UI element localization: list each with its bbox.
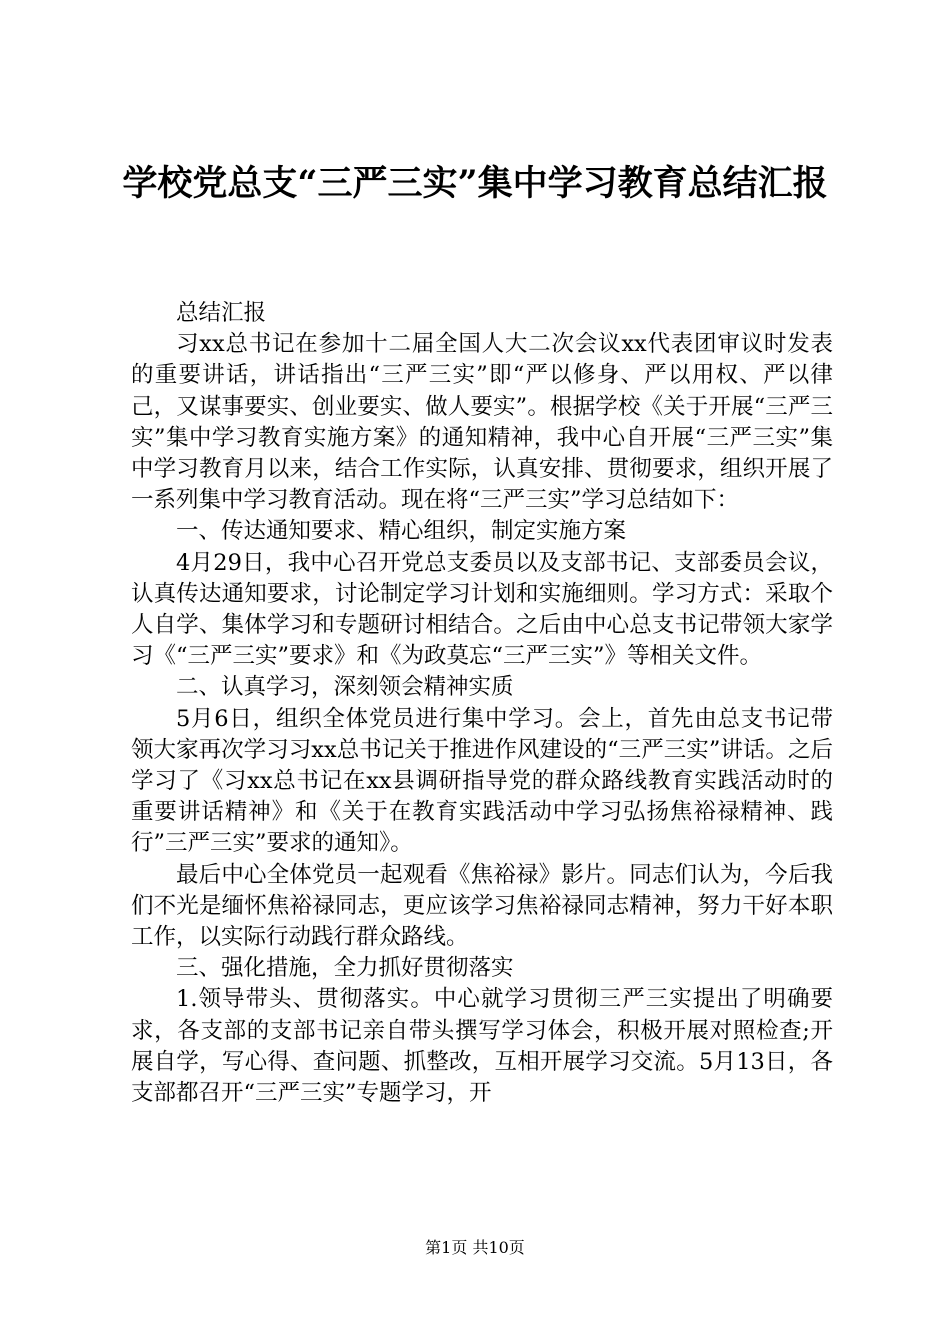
paragraph-section-2b: 最后中心全体党员一起观看《焦裕禄》影片。同志们认为，今后我们不光是缅怀焦裕禄同志，更应该学习焦裕禄同志精神，努力干好本职工作，以实际行动践行群众路线。: [131, 861, 833, 951]
paragraph-intro: 习xx总书记在参加十二届全国人大二次会议xx代表团审议时发表的重要讲话，讲话指出“三严三实”即“严以修身、严以用权、严以律己，又谋事要实、创业要实、做人要实”。根据学校《关于开展“三严三实”集中学习教育实施方案》的通知精神，我中心自开展“三严三实”集中学习教育月以来，结合工作实际，认真安排、贯彻要求，组织开展了一系列集中学习教育活动。现在将“三严三实”学习总结如下：: [131, 331, 833, 514]
paragraph-section-2a: 5月6日，组织全体党员进行集中学习。会上，首先由总支书记带领大家再次学习习xx总书记关于推进作风建设的“三严三实”讲话。之后学习了《习xx总书记在xx县调研指导党的群众路线教育实践活动时的重要讲话精神》和《关于在教育实践活动中学习弘扬焦裕禄精神、践行”三严三实”要求的通知》。: [131, 705, 833, 857]
document-body: [131, 298, 833, 1109]
page-number: 第1页 共10页: [425, 1238, 525, 1257]
section-heading-2: 二、认真学习，深刻领会精神实质: [176, 674, 514, 701]
paragraph-section-1: 4月29日，我中心召开党总支委员以及支部书记、支部委员会议，认真传达通知要求，讨论制定学习计划和实施细则。学习方式：采取个人自学、集体学习和专题研讨相结合。之后由中心总支书记带领大家学习《“三严三实”要求》和《为政莫忘“三严三实”》等相关文件。: [131, 549, 833, 670]
section-heading-3: 三、强化措施，全力抓好贯彻落实: [176, 955, 514, 982]
section-heading-1: 一、传达通知要求、精心组织，制定实施方案: [176, 518, 627, 545]
document-title: 学校党总支“三严三实”集中学习教育总结汇报: [122, 163, 828, 204]
paragraph-section-3a: 1.领导带头、贯彻落实。中心就学习贯彻三严三实提出了明确要求，各支部的支部书记亲自带头撰写学习体会，积极开展对照检查;开展自学，写心得、查问题、抓整改，互相开展学习交流。5月13日，各支部都召开“三严三实”专题学习，开: [131, 986, 833, 1107]
paragraph-subtitle: 总结汇报: [176, 300, 267, 326]
